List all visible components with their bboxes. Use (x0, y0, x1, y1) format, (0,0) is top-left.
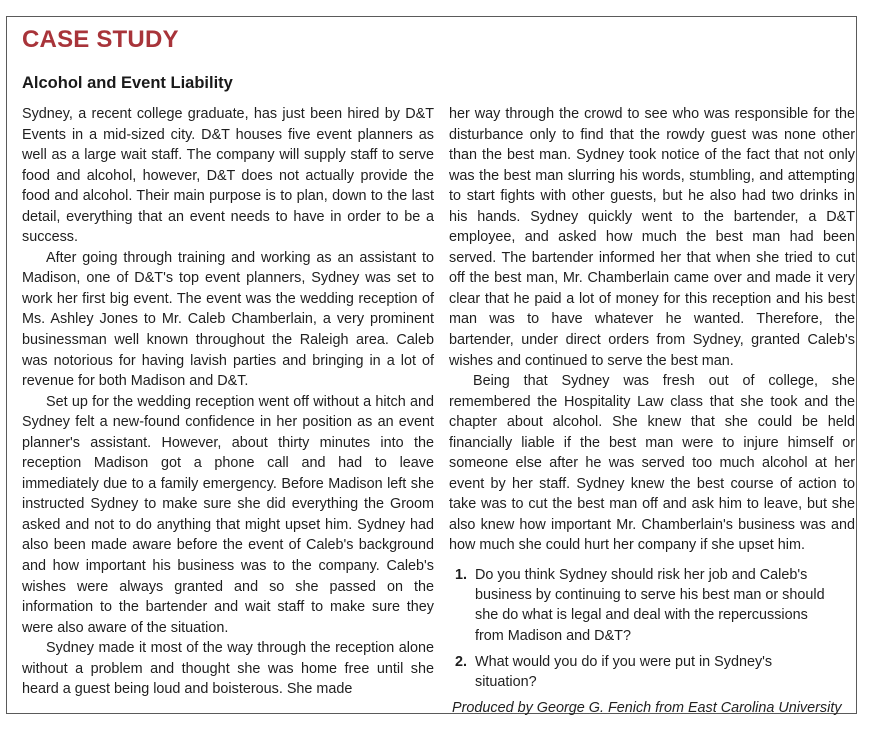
paragraph: Being that Sydney was fresh out of college, she remembered the Hospitality Law class that she took and the chapter about alcohol. She knew that she could be held financially liable if the best man were to injure himself or someone else after he was served too much alcohol at her event by her staff. Sydney knew the best course of action to take was to cut the best man off and ask him to leave, but she also knew how important Mr. Chamberlain's business was and how much she could hurt her company if she upset him. (449, 373, 855, 554)
paragraph: Sydney, a recent college graduate, has just been hired by D&T Events in a mid-sized city. D&T houses five event planners as well as a large wait staff. The company will supply staff to serve food and alcohol, however, D&T does not actually provide the food and alcohol. Their main purpose is to plan, down to the last detail, everything that an event needs to have in order to be a success. (22, 106, 434, 246)
left-column (22, 104, 434, 700)
question-number: 1. (455, 567, 468, 584)
question-item (449, 652, 855, 692)
question-item (449, 565, 855, 646)
case-study-title: Alcohol and Event Liability (22, 74, 233, 92)
paragraph: After going through training and working as an assistant to Madison, one of D&T's top event planners, Sydney was set to work her first big event. The event was the wedding reception of Ms. Ashley Jones to Mr. Caleb Chamberlain, a very prominent businessman well known throughout the Raleigh area. Caleb was notorious for having lavish parties and bringing in a lot of revenue for both Madison and D&T. (22, 249, 434, 390)
author-credit: Produced by George G. Fenich from East Carolina University (452, 700, 842, 717)
question-text: Do you think Sydney should risk her job and Caleb's business by continuing to serve his best man or should she do what is legal and deal with the repercussions from Madison and D&T? (475, 567, 825, 644)
question-text: What would you do if you were put in Sydney's situation? (475, 653, 773, 691)
case-study-label: CASE STUDY (22, 26, 179, 53)
question-number: 2. (455, 653, 468, 670)
discussion-questions (449, 565, 855, 692)
paragraph: Set up for the wedding reception went off without a hitch and Sydney felt a new-found confidence in her position as an event planner's assistant. However, about thirty minutes into the reception Madison got a phone call and had to leave immediately due to a family emergency. Before Madison left she instructed Sydney to make sure she did everything the Groom asked and not to do anything that might upset him. Sydney had also been made aware before the event of Caleb's background and how important his business was to the company. Caleb's wishes were always granted and so she passed on the information to the bartender and wait staff to make sure they were also aware of the situation. (22, 393, 434, 636)
paragraph: Sydney made it most of the way through the reception alone without a problem and thought she was home free until she heard a guest being loud and boisterous. She made (22, 640, 434, 698)
right-column (449, 104, 855, 719)
paragraph: her way through the crowd to see who was responsible for the disturbance only to find that the rowdy guest was none other than the best man. Sydney took notice of the fact that not only was the best man slurring his words, stumbling, and attempting to start fights with other guests, but he also had two drinks in his hands. Sydney quickly went to the bartender, a D&T employee, and asked how much the best man had been served. The bartender informed her that when she tried to cut off the best man, Mr. Chamberlain came over and made it very clear that he paid a lot of money for this reception and his best man was to have whatever he wanted. Therefore, the bartender, under direct orders from Sydney, granted Caleb's wishes and continued to serve the best man. (449, 106, 855, 369)
